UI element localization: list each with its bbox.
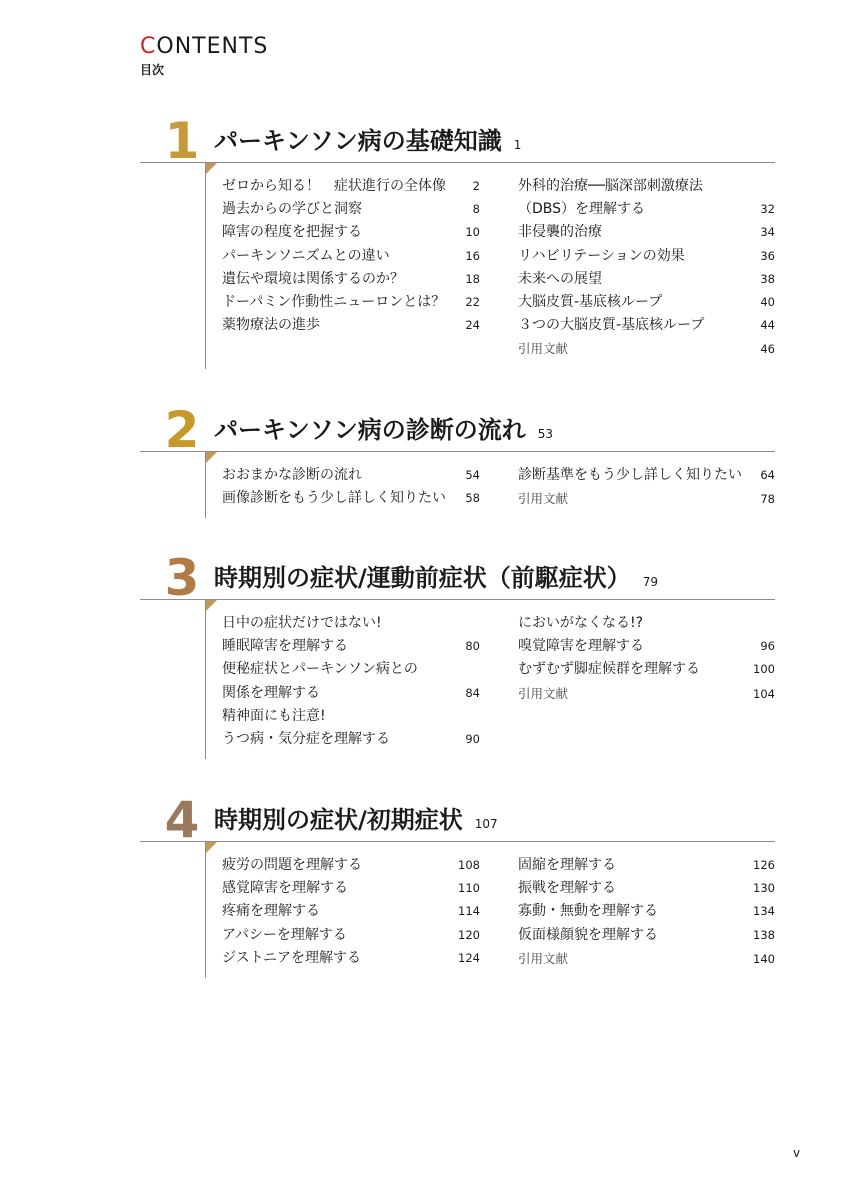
toc-entry[interactable] [222,947,480,970]
entry-page: 100 [753,662,775,677]
entry-page: 84 [465,685,480,700]
entry-title: 障害の程度を把握する [222,224,362,241]
entry-title: むずむず脚症候群を理解する [518,661,700,678]
entry-title: 引用文献 [518,491,569,507]
corner-triangle-icon [205,842,217,854]
entry-title: うつ病・気分症を理解する [222,730,390,747]
entry-title: ３つの大脳皮質-基底核ループ [518,317,705,334]
contents-title [140,34,268,60]
chapter-vertical-rule [205,163,206,369]
toc-entry[interactable] [518,221,775,244]
entry-page: 114 [458,904,480,919]
entry-title: （DBS）を理解する [518,201,646,218]
entry-page: 54 [465,468,480,482]
corner-triangle-icon [205,163,217,175]
page-folio: v [793,1146,801,1160]
chapter-1 [0,112,850,371]
chapter-title: パーキンソン病の診断の流れ [214,416,526,444]
chapter-number: 4 [164,791,200,849]
entry-page: 24 [465,318,480,333]
toc-entry[interactable] [518,198,775,221]
entry-title: 非侵襲的治療 [518,224,602,241]
toc-entry[interactable] [222,268,480,291]
toc-entry[interactable] [222,924,480,947]
entry-title: おおまかな診断の流れ [222,467,362,483]
entry-page: 36 [760,248,775,263]
toc-reference-entry[interactable] [518,682,775,705]
chapter-vertical-rule [205,600,206,759]
toc-entry[interactable] [518,245,775,268]
entry-page: 140 [753,951,775,966]
chapter-number: 1 [164,112,200,170]
contents-title-rest: ONTENTS [156,34,269,59]
entry-title: 引用文献 [518,685,569,701]
entry-title: パーキンソニズムとの違い [222,247,390,264]
entry-title: 精神面にも注意! [222,707,326,724]
chapter-2 [0,401,850,520]
entry-title: ゼロから知る！ 症状進行の全体像 [222,178,446,194]
toc-entry[interactable] [222,221,480,244]
entry-title: 振戦を理解する [518,880,616,897]
toc-column-right [518,464,775,510]
entry-page: 34 [760,225,775,240]
entry-title: ドーパミン作動性ニューロンとは？ [222,293,446,310]
chapter-title: 時期別の症状/初期症状 [214,806,463,834]
entry-title: アパシーを理解する [222,926,347,943]
toc-reference-entry[interactable] [518,947,775,970]
toc-entry[interactable] [222,877,480,900]
entry-title: 大脳皮質-基底核ループ [518,293,663,310]
entry-page: 104 [753,686,775,701]
toc-column-left [222,612,480,751]
entry-page: 18 [465,271,480,286]
toc-column-right [518,854,775,970]
entry-title: 疲労の問題を理解する [222,857,362,873]
toc-entry[interactable] [518,175,775,198]
toc-entry[interactable] [518,658,775,681]
entry-page: 124 [458,950,480,965]
toc-entry[interactable] [222,314,480,337]
toc-entry[interactable] [222,291,480,314]
entry-page: 40 [760,294,775,309]
toc-entry[interactable] [222,635,480,658]
entry-page: 134 [753,904,775,919]
entry-page: 126 [753,858,775,872]
chapter-rule [140,451,775,452]
toc-entry[interactable] [518,924,775,947]
toc-entry[interactable] [222,245,480,268]
toc-reference-entry[interactable] [518,487,775,510]
entry-title: ジストニアを理解する [222,949,362,966]
chapter-3 [0,549,850,761]
toc-entry[interactable] [518,268,775,291]
entry-title: 嗅覚障害を理解する [518,638,644,655]
toc-entry[interactable] [518,314,775,337]
chapter-heading [214,804,498,840]
entry-title: 寡動・無動を理解する [518,903,658,920]
entry-page: 110 [458,881,480,896]
entry-page: 38 [760,271,775,286]
entry-page: 58 [465,491,480,506]
entry-page: 2 [472,179,480,193]
entry-title: 仮面様顔貌を理解する [518,926,658,943]
entry-title: 感覚障害を理解する [222,880,348,897]
entry-page: 130 [753,881,775,896]
toc-entry[interactable] [222,612,480,635]
toc-column-left [222,854,480,970]
entry-page: 120 [458,927,480,942]
entry-title: 薬物療法の進歩 [222,317,320,334]
toc-entry[interactable] [222,487,480,510]
entry-title: 日中の症状だけではない! [222,615,382,631]
entry-title: リハビリテーションの効果 [518,247,685,264]
entry-page: 78 [760,492,775,507]
chapter-rule [140,841,775,842]
entry-title: 過去からの学びと洞察 [222,201,362,218]
toc-entry[interactable] [518,464,775,487]
entry-title: 未来への展望 [518,270,602,287]
toc-entry[interactable] [222,658,480,681]
toc-entry[interactable] [222,464,480,487]
corner-triangle-icon [205,600,217,612]
entry-page: 32 [760,202,775,217]
chapter-rule [140,599,775,600]
toc-column-right [518,175,775,361]
chapter-start-page: 79 [642,575,659,589]
chapter-heading [214,414,553,450]
chapter-4 [0,791,850,980]
toc-entry[interactable] [222,900,480,923]
toc-column-left [222,175,480,337]
entry-page: 90 [465,731,480,746]
entry-title: 引用文献 [518,950,569,966]
chapter-start-page: 1 [513,138,522,152]
entry-page: 138 [753,927,775,942]
entry-page: 10 [465,225,480,240]
entry-page: 46 [760,342,775,357]
toc-entry[interactable] [222,705,480,728]
toc-entry[interactable] [222,854,480,877]
entry-page: 16 [465,248,480,263]
toc-reference-entry[interactable] [518,337,775,360]
chapter-rule [140,162,775,163]
entry-title: 便秘症状とパーキンソン病との [222,661,418,678]
toc-entry[interactable] [518,854,775,877]
chapter-heading [214,125,521,161]
chapter-title: 時期別の症状/運動前症状（前駆症状） [214,564,631,592]
entry-title: 疼痛を理解する [222,903,320,920]
entry-page: 80 [465,639,480,654]
toc-entry[interactable] [222,682,480,705]
chapter-number: 2 [164,401,200,459]
entry-title: 遺伝や環境は関係するのか？ [222,270,404,287]
entry-title: 診断基準をもう少し詳しく知りたい [518,467,742,483]
chapter-vertical-rule [205,452,206,518]
entry-page: 96 [760,639,775,654]
entry-title: 睡眠障害を理解する [222,638,348,655]
toc-column-left [222,464,480,510]
toc-entry[interactable] [518,635,775,658]
contents-header [140,34,268,78]
entry-title: 関係を理解する [222,684,320,701]
entry-title: 固縮を理解する [518,857,616,873]
toc-entry[interactable] [222,175,480,198]
toc-entry[interactable] [518,877,775,900]
contents-subtitle: 目次 [140,63,165,77]
toc-entry[interactable] [222,198,480,221]
toc-entry[interactable] [222,728,480,751]
toc-entry[interactable] [518,900,775,923]
entry-title: 画像診断をもう少し詳しく知りたい [222,490,446,507]
entry-page: 44 [760,318,775,333]
chapter-vertical-rule [205,842,206,978]
chapter-start-page: 107 [474,817,498,831]
chapter-start-page: 53 [537,427,554,441]
entry-title: においがなくなる!? [518,615,644,631]
toc-entry[interactable] [518,612,775,635]
corner-triangle-icon [205,452,217,464]
toc-entry[interactable] [518,291,775,314]
entry-page: 64 [760,468,775,482]
toc-column-right [518,612,775,705]
contents-title-initial: C [140,34,157,59]
entry-title: 外科的治療──脳深部刺激療法 [518,178,703,194]
chapter-title: パーキンソン病の基礎知識 [214,127,502,155]
entry-page: 8 [472,202,480,217]
entry-page: 22 [465,294,480,309]
chapter-heading [214,562,658,598]
entry-page: 108 [458,858,480,872]
entry-title: 引用文献 [518,341,569,357]
chapter-number: 3 [164,549,200,607]
